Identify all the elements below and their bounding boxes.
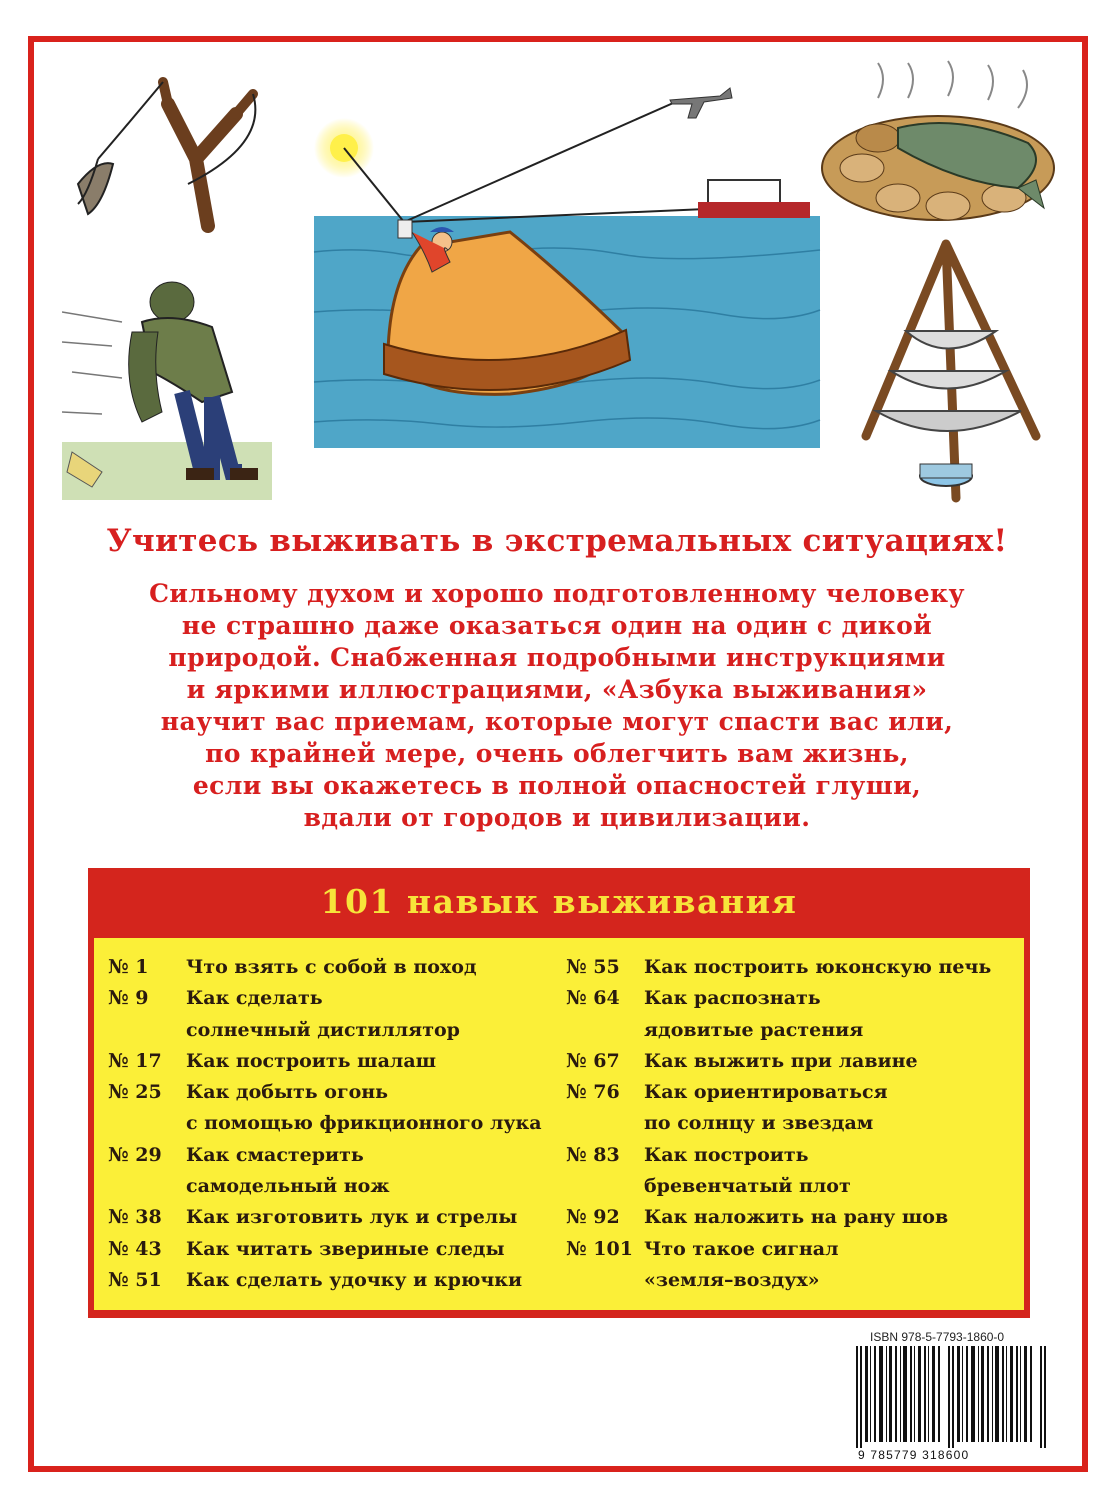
skill-title: по солнцу и звездам	[644, 1112, 874, 1135]
skill-title: Как читать звериные следы	[186, 1237, 505, 1260]
skill-item	[108, 952, 578, 983]
skill-title: Как распознать	[644, 987, 821, 1010]
skills-title: 101 навык выживания	[320, 882, 798, 921]
skill-item	[566, 1202, 1016, 1233]
description	[40, 578, 1074, 834]
life-raft-illustration	[300, 82, 830, 452]
skill-number: № 76	[566, 1081, 620, 1104]
skill-title: Как изготовить лук и стрелы	[186, 1206, 518, 1229]
skill-number: № 43	[108, 1237, 162, 1260]
description-line: по крайней мере, очень облегчить вам жизнь,	[205, 739, 909, 768]
skill-title: Как добыть огонь	[186, 1081, 389, 1104]
skills-column-left	[108, 952, 578, 1296]
skill-title: Как смастерить	[186, 1143, 364, 1166]
skill-item	[566, 983, 1016, 1046]
skill-title: бревенчатый плот	[644, 1175, 851, 1198]
skill-title: Как построить юконскую печь	[644, 956, 992, 978]
skill-title: Как наложить на рану шов	[644, 1206, 949, 1229]
skill-number: № 17	[108, 1049, 162, 1072]
skill-number: № 1	[108, 956, 149, 978]
description-line: и яркими иллюстрациями, «Азбука выживания»	[186, 675, 928, 704]
description-line: не страшно даже оказаться один на один с дикой	[181, 611, 933, 640]
skill-title: самодельный нож	[186, 1175, 390, 1198]
headline: Учитесь выживать в экстремальных ситуациях!	[106, 523, 1008, 559]
skill-number: № 29	[108, 1143, 162, 1166]
man-in-wind-illustration	[62, 272, 272, 500]
skill-title: Как сделать удочку и крючки	[186, 1268, 523, 1291]
skill-title: Как ориентироваться	[644, 1081, 888, 1104]
skill-title: солнечный дистиллятор	[186, 1018, 460, 1041]
skill-number: № 67	[566, 1049, 620, 1072]
skill-title: ядовитые растения	[644, 1018, 864, 1041]
skills-column-right	[566, 952, 1016, 1296]
skill-number: № 38	[108, 1206, 162, 1229]
skill-title: Как построить шалаш	[186, 1049, 437, 1072]
skill-item	[108, 1077, 578, 1140]
skill-number: № 55	[566, 956, 620, 978]
skill-item	[108, 1046, 578, 1077]
skill-item	[566, 1046, 1016, 1077]
skill-number: № 25	[108, 1081, 162, 1104]
description-line: если вы окажетесь в полной опасностей глуши,	[192, 771, 922, 800]
skill-number: № 92	[566, 1206, 620, 1229]
description-line: Сильному духом и хорошо подготовленному человеку	[149, 579, 965, 608]
drying-rack-illustration	[846, 236, 1046, 506]
skill-item	[566, 1140, 1016, 1203]
fish-cooking-illustration	[818, 58, 1064, 228]
skill-number: № 64	[566, 987, 620, 1010]
skill-title: Как выжить при лавине	[644, 1049, 918, 1072]
skill-title: Как сделать	[186, 987, 323, 1010]
skills-box	[88, 868, 1030, 1318]
skill-item	[108, 1202, 578, 1233]
skill-title: Что такое сигнал	[644, 1237, 839, 1260]
skill-item	[108, 983, 578, 1046]
skill-title: Что взять с собой в поход	[186, 956, 477, 978]
description-line: вдали от городов и цивилизации.	[303, 803, 811, 832]
barcode	[856, 1346, 1052, 1448]
skill-item	[108, 1234, 578, 1265]
skill-item	[108, 1140, 578, 1203]
skill-number: № 101	[566, 1237, 633, 1260]
description-line: природой. Снабженная подробными инструкциями	[168, 643, 946, 672]
skill-number: № 9	[108, 987, 149, 1010]
description-line: научит вас приемам, которые могут спасти вас или,	[160, 707, 954, 736]
skill-number: № 83	[566, 1143, 620, 1166]
isbn-barcode-area	[846, 1330, 1056, 1460]
skill-title: Как построить	[644, 1143, 809, 1166]
skill-item	[566, 1234, 1016, 1297]
skills-list	[94, 938, 1024, 1310]
skill-item	[566, 1077, 1016, 1140]
isbn-label: ISBN 978-5-7793-1860-0	[870, 1330, 1005, 1344]
skill-title: с помощью фрикционного лука	[186, 1112, 542, 1135]
skill-title: «земля–воздух»	[644, 1268, 820, 1291]
skill-item	[566, 952, 1016, 983]
skill-item	[108, 1265, 578, 1296]
barcode-digits: 9 785779 318600	[858, 1448, 970, 1462]
skill-number: № 51	[108, 1268, 162, 1291]
slingshot-illustration	[68, 64, 288, 234]
